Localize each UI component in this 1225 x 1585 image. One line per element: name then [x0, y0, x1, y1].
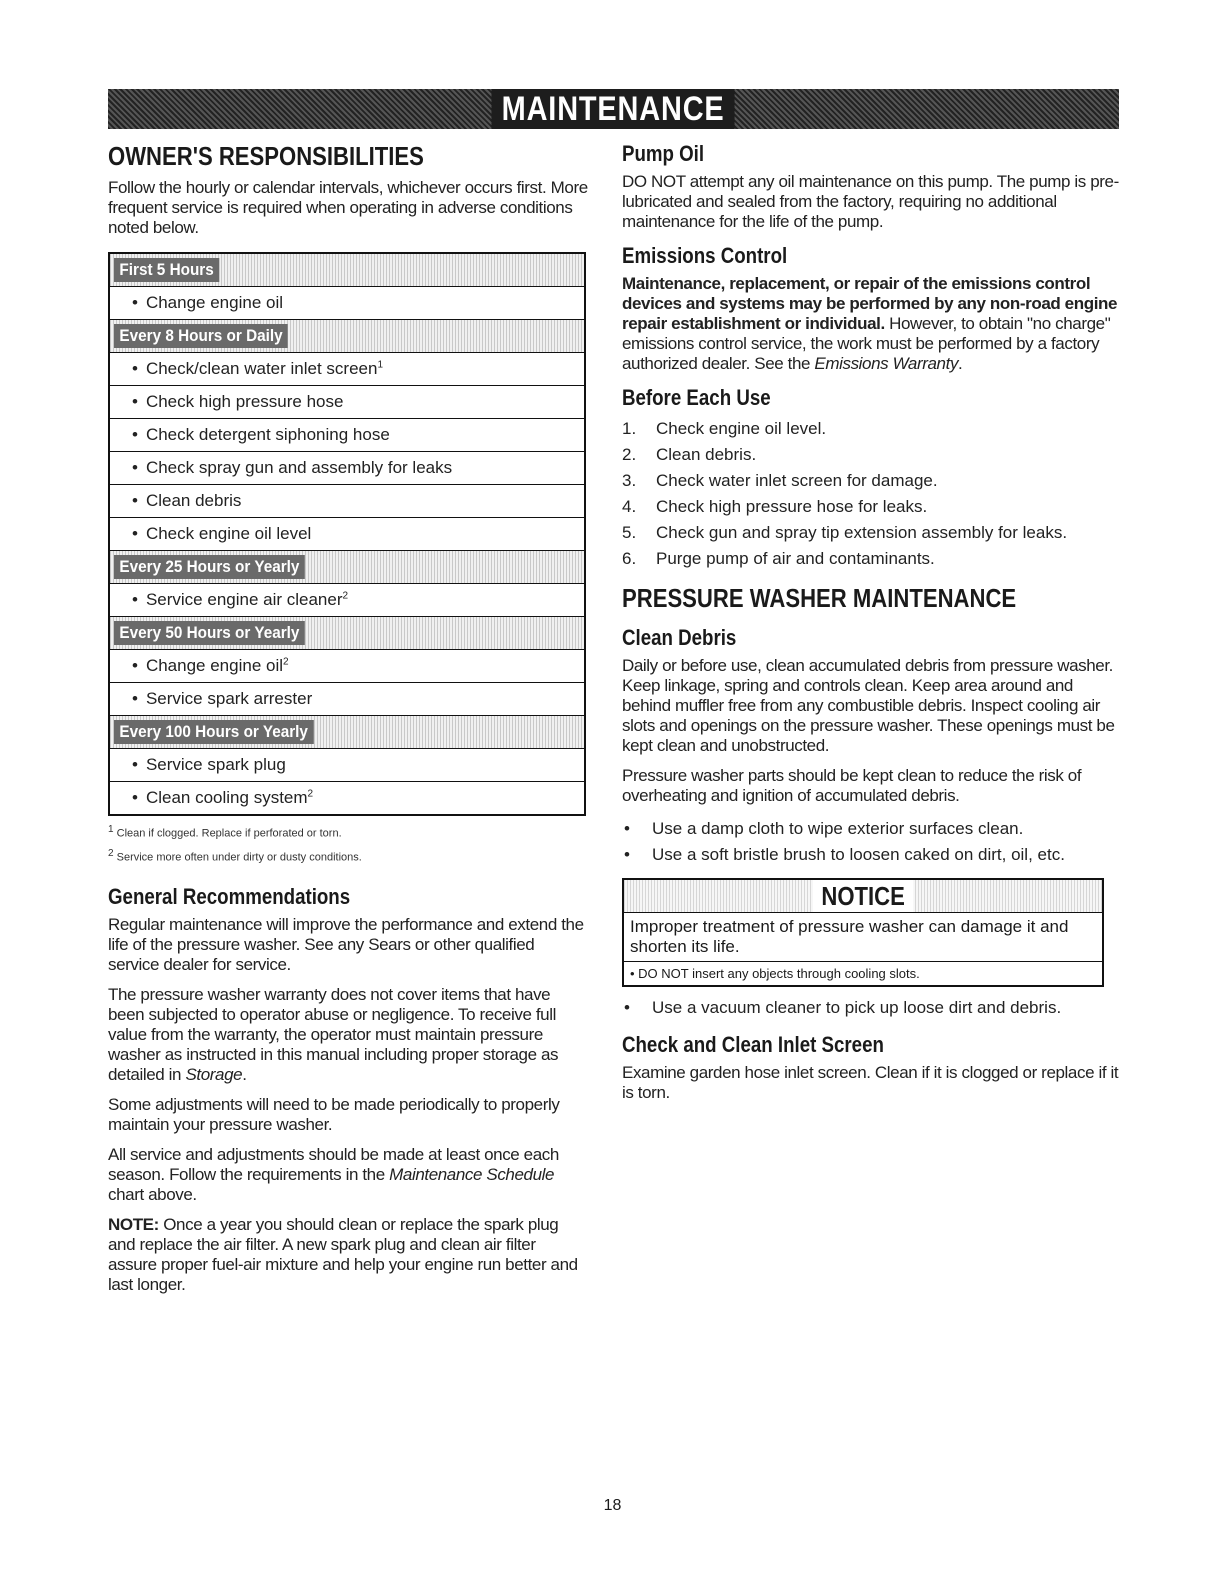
before-use-title: Before Each Use: [622, 385, 771, 410]
notice-box: [622, 878, 1104, 987]
schedule-header-row: [109, 716, 585, 749]
general-paragraph: All service and adjustments should be made at least once each season. Follow the requirements in the Maintenance Schedule chart above.: [108, 1145, 559, 1205]
clean-debris-list: [622, 816, 1122, 868]
list-item: • Use a vacuum cleaner to pick up loose dirt and debris.: [624, 998, 1062, 1017]
schedule-row: [109, 584, 585, 617]
banner-title: MAINTENANCE: [492, 89, 735, 129]
schedule-row: [109, 650, 585, 683]
footnote-ref: 2: [342, 590, 349, 602]
owners-intro: Follow the hourly or calendar intervals, whichever occurs first. More frequent service is required when operating in adverse conditions noted below.: [108, 178, 588, 237]
schedule-item: • Clean debris: [132, 491, 241, 510]
schedule-header-row: [109, 253, 585, 287]
step-item: 6. Purge pump of air and contaminants.: [622, 549, 935, 568]
schedule-header-row: [109, 320, 585, 353]
schedule-row: [109, 419, 585, 452]
page-banner: [108, 89, 1119, 129]
schedule-item: • Check/clean water inlet screen: [132, 359, 377, 378]
step-item: 3. Check water inlet screen for damage.: [622, 471, 938, 490]
clean-debris-list-2: [622, 995, 1122, 1021]
list-item: • Use a damp cloth to wipe exterior surfaces clean.: [624, 819, 1024, 838]
general-paragraph: Some adjustments will need to be made periodically to properly maintain your pressure washer.: [108, 1095, 560, 1135]
notice-title: NOTICE: [813, 880, 913, 912]
notice-body: Improper treatment of pressure washer can damage it and shorten its life.: [624, 913, 1102, 962]
schedule-item: • Check engine oil level: [132, 524, 311, 543]
schedule-interval: Every 25 Hours or Yearly: [114, 555, 305, 579]
schedule-item: • Service spark arrester: [132, 689, 312, 708]
footnote-ref: 1: [377, 359, 384, 371]
step-item: 2. Clean debris.: [622, 445, 757, 464]
schedule-interval: Every 8 Hours or Daily: [114, 324, 288, 348]
schedule-row: [109, 353, 585, 386]
schedule-header-row: [109, 551, 585, 584]
list-item: • Use a soft bristle brush to loosen caked on dirt, oil, etc.: [624, 845, 1065, 864]
clean-debris-text: Pressure washer parts should be kept clean to reduce the risk of overheating and ignition of accumulated debris.: [622, 766, 1082, 805]
emissions-title: Emissions Control: [622, 243, 788, 268]
before-use-steps: [622, 416, 1122, 572]
pump-oil-title: Pump Oil: [622, 141, 705, 166]
emissions-text: Maintenance, replacement, or repair of the emissions control devices and systems may be performed by any non-road engine repair establishment or individual. However, to obtain "no charge" emissions control service, the work must be performed by a factory authorized dealer. See the Emissions Warranty.: [622, 274, 1118, 373]
general-title: General Recommendations: [108, 884, 351, 910]
maintenance-schedule-table: [108, 252, 586, 816]
schedule-interval: Every 100 Hours or Yearly: [114, 720, 313, 744]
schedule-row: [109, 782, 585, 816]
schedule-item: • Change engine oil: [132, 656, 283, 675]
schedule-row: [109, 683, 585, 716]
footnote-ref: 2: [307, 788, 314, 800]
step-item: 5. Check gun and spray tip extension assembly for leaks.: [622, 523, 1068, 542]
step-item: 1. Check engine oil level.: [622, 419, 827, 438]
schedule-row: [109, 749, 585, 782]
general-paragraph: Regular maintenance will improve the performance and extend the life of the pressure washer. See any Sears or other qualified service dealer for service.: [108, 915, 584, 975]
clean-debris-text: Daily or before use, clean accumulated debris from pressure washer. Keep linkage, spring and controls clean. Keep area around and behind muffler free from any combustible debris. Inspect cooling air slots and openings on the pressure washer. These openings must be kept clean and unobstructed.: [622, 656, 1115, 755]
schedule-header-row: [109, 617, 585, 650]
page-number: 18: [603, 1497, 622, 1514]
inlet-screen-text: Examine garden hose inlet screen. Clean if it is clogged or replace if it is torn.: [622, 1063, 1119, 1102]
footnote-2: $^2$ Service more often under dirty or dusty conditions.: [108, 847, 362, 864]
owners-title: OWNER'S RESPONSIBILITIES: [108, 141, 424, 171]
notice-bullet: • DO NOT insert any objects through cooling slots.: [630, 966, 920, 981]
clean-debris-title: Clean Debris: [622, 625, 737, 650]
pump-oil-text: DO NOT attempt any oil maintenance on this pump. The pump is pre-lubricated and sealed from the factory, requiring no additional maintenance for the life of the pump.: [622, 172, 1119, 231]
schedule-item: • Service engine air cleaner: [132, 590, 343, 609]
schedule-item: • Clean cooling system: [132, 788, 308, 807]
schedule-row: [109, 518, 585, 551]
schedule-item: • Check high pressure hose: [132, 392, 343, 411]
schedule-row: [109, 386, 585, 419]
schedule-interval: Every 50 Hours or Yearly: [114, 621, 305, 645]
schedule-interval: First 5 Hours: [114, 258, 219, 282]
step-item: 4. Check high pressure hose for leaks.: [622, 497, 928, 516]
right-column: [622, 140, 1122, 1113]
schedule-item: • Check spray gun and assembly for leaks: [132, 458, 452, 477]
schedule-row: [109, 485, 585, 518]
schedule-row: [109, 452, 585, 485]
schedule-item: • Service spark plug: [132, 755, 286, 774]
general-paragraph: The pressure washer warranty does not cover items that have been subjected to operator abuse or negligence. To receive full value from the warranty, the operator must maintain pressure washer as instructed in this manual including proper storage as detailed in Storage.: [108, 985, 559, 1085]
footnote-ref: 2: [283, 656, 289, 668]
left-column: [108, 140, 588, 1305]
pressure-washer-maintenance-title: PRESSURE WASHER MAINTENANCE: [622, 583, 1017, 613]
schedule-item: • Change engine oil: [132, 293, 283, 312]
general-note: NOTE: Once a year you should clean or replace the spark plug and replace the air filter. A new spark plug and clean air filter assure proper fuel-air mixture and help your engine run better and last longer.: [108, 1215, 578, 1295]
schedule-item: • Check detergent siphoning hose: [132, 425, 390, 444]
schedule-row: [109, 287, 585, 320]
footnote-1: $^1$ Clean if clogged. Replace if perforated or torn.: [108, 824, 342, 840]
inlet-screen-title: Check and Clean Inlet Screen: [622, 1032, 884, 1057]
